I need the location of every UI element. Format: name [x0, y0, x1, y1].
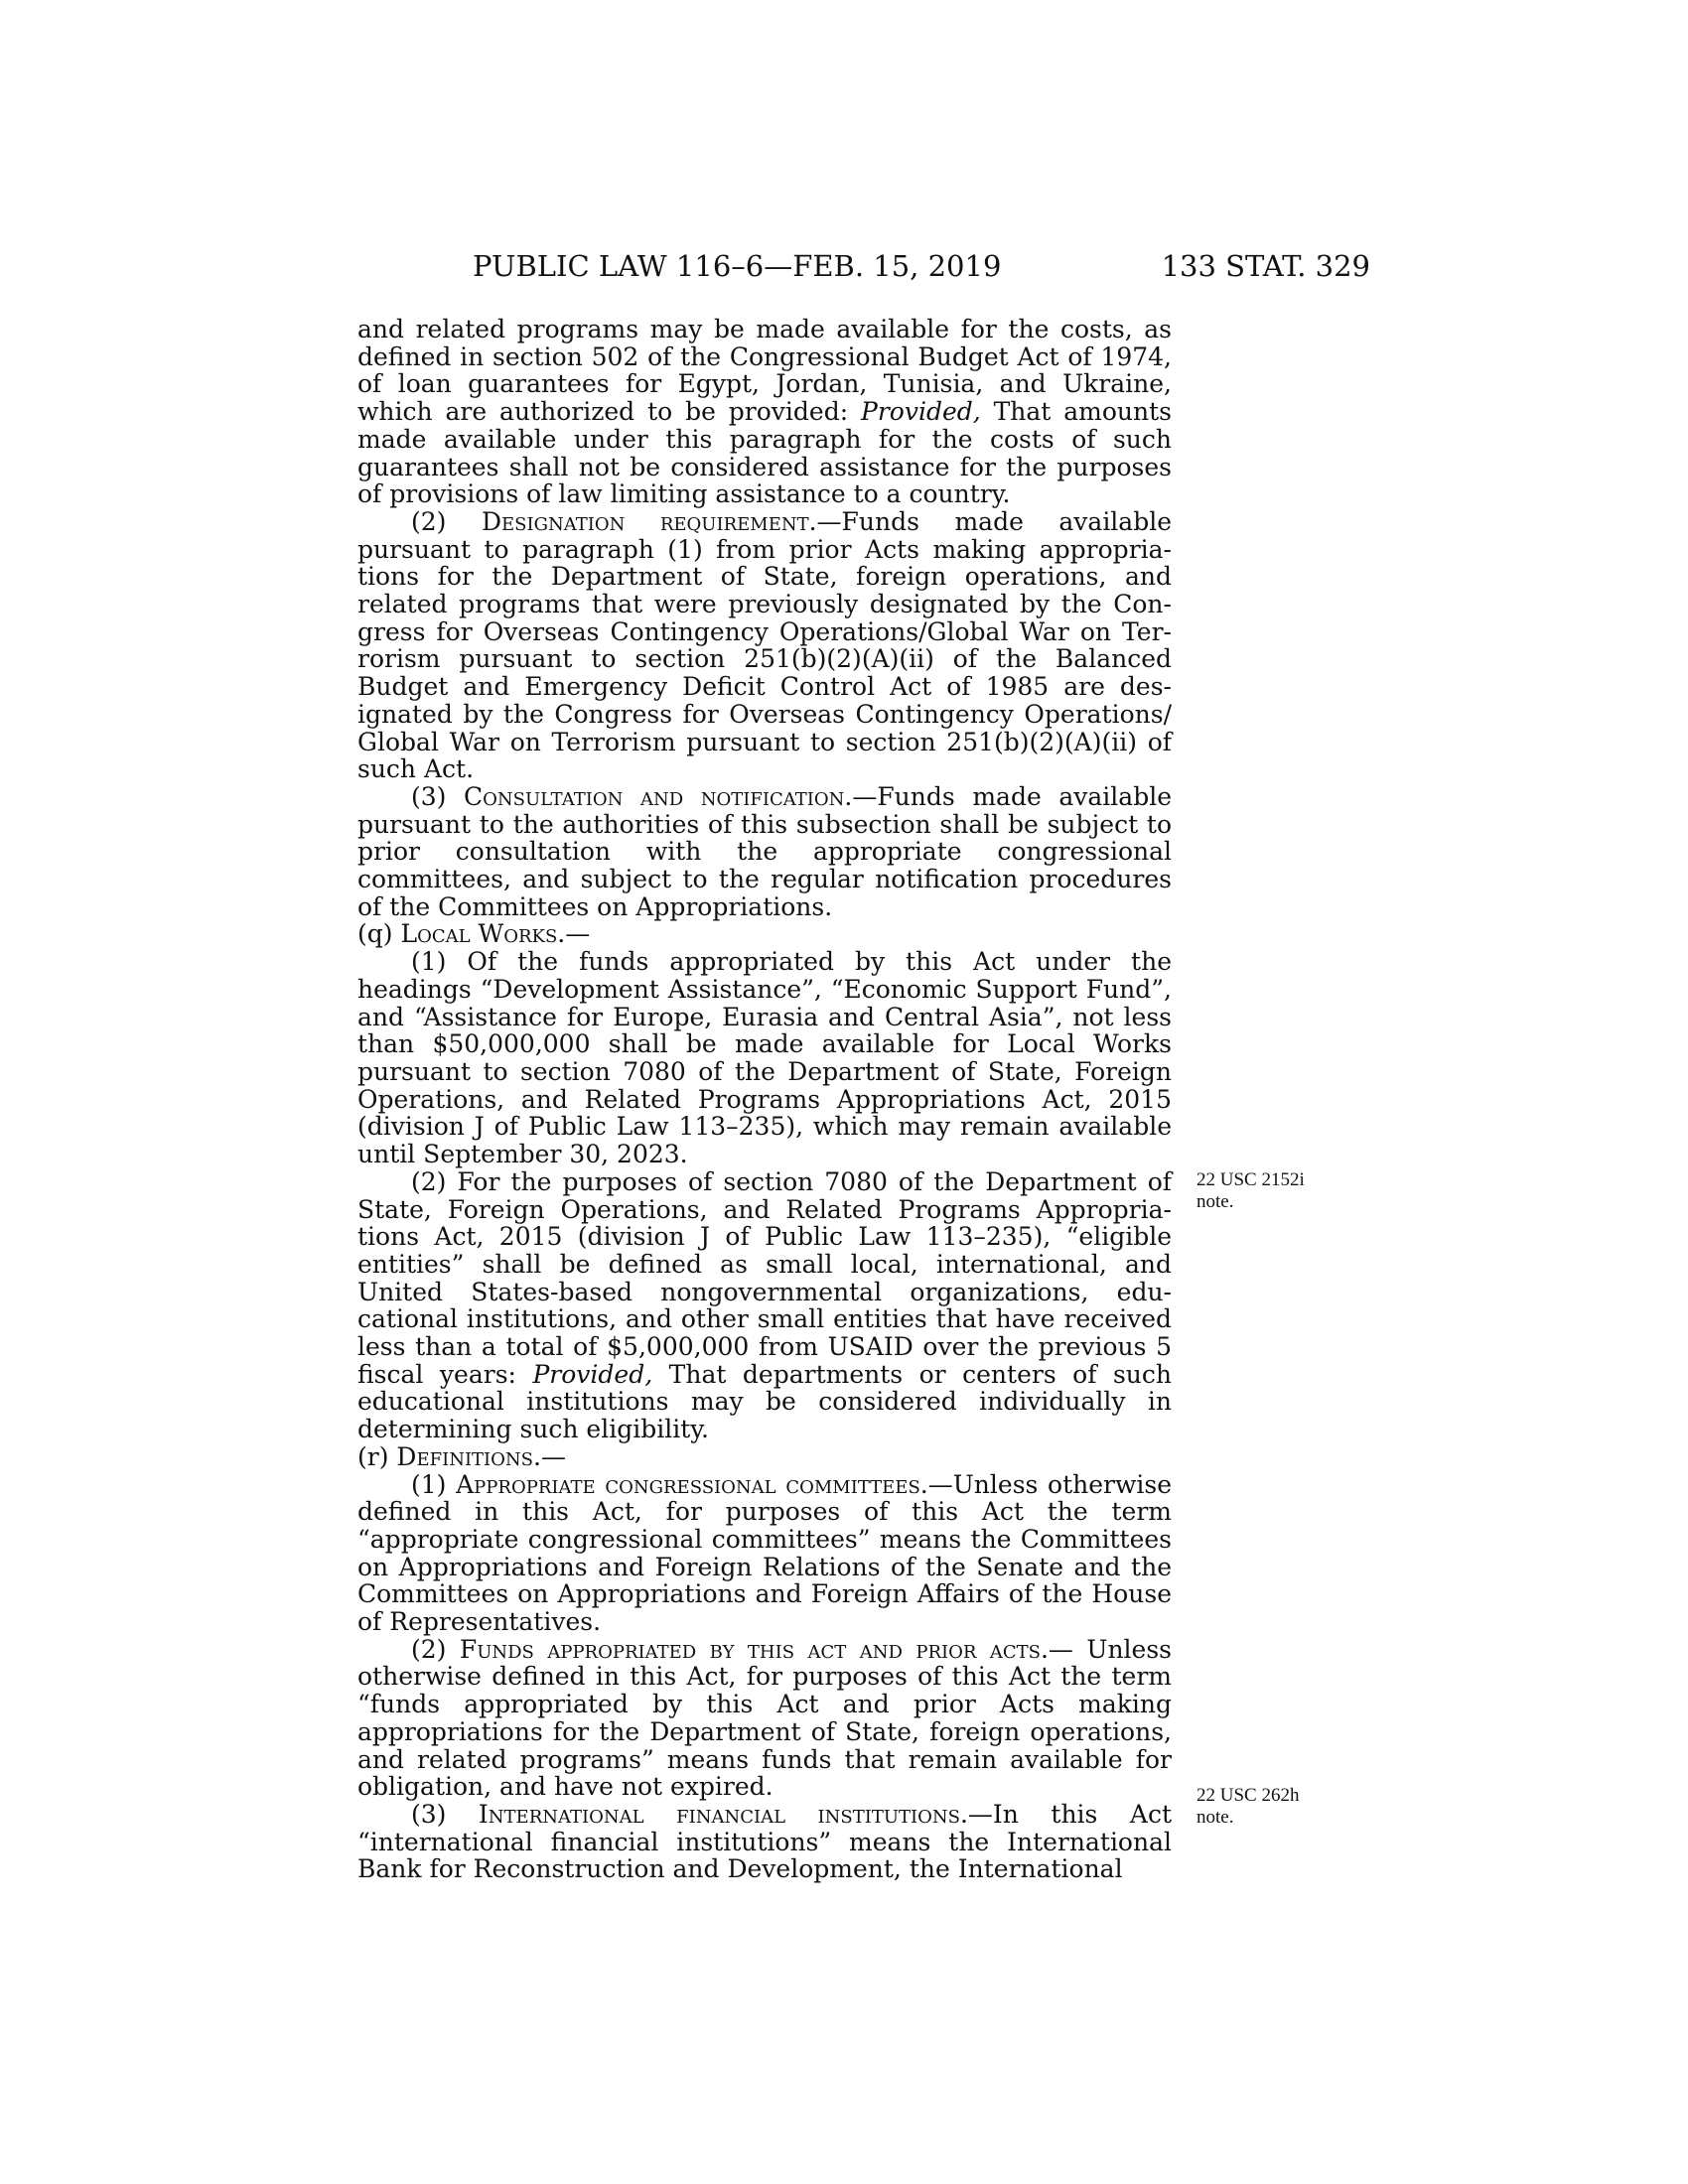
paragraph-def-international-financial-institutions: (3) International financial institutions.—In this Act “international financial institutions” means the International Bank for Reconstruction and Development, the International: [357, 1799, 1172, 1884]
paragraph-def-appropriate-committees: (1) Appropriate congressional committees.—Unless otherwise defined in this Act, for purposes of this Act the term “appropriate congressional committees” means the Committees on Appropriations and Foreign Relations of the Senate and the Committees on Appropriations and Foreign Affairs of the House of Representatives.: [357, 1469, 1173, 1637]
body-text: [357, 316, 1172, 1883]
paragraph-local-works-1: (1) Of the funds appropriated by this Act under the headings “Development Assistance”, “Economic Support Fund”, and “Assistance for Europe, Eurasia and Central Asia”, not less than $50,000,000 shall be made available for Local Works pursuant to section 7080 of the Department of State, Foreign Operations, and Related Programs Appropriations Act, 2015 (division J of Public Law 113–235), which may remain available until September 30, 2023.: [357, 947, 1172, 1169]
paragraph-heading: Appropriate congressional committees: [456, 1469, 920, 1499]
paragraph-heading: Funds appropriated by this act and prior acts: [459, 1634, 1041, 1664]
subsection-local-works-heading: (q) Local Works.—: [357, 919, 591, 949]
subsection-heading: Definitions: [396, 1441, 534, 1471]
paragraph-continuation: and related programs may be made available for the costs, as defined in section 502 of the Congressional Budget Act of 1974, of loan guarantees for Egypt, Jordan, Tunisia, and Ukraine, which are authorized to be provided: Provided, That amounts made available under this paragraph for the costs of such guarantees shall not be considered assistance for the purposes of provisions of law limiting assistance to a country.: [357, 315, 1172, 509]
paragraph-designation-requirement: (2) Designation requirement.—Funds made available pursuant to paragraph (1) from prior Acts making appropriations for the Department of State, foreign operations, and related programs that were previously designated by the Congress for Overseas Contingency Operations/Global War on Terrorism pursuant to section 251(b)(2)(A)(ii) of the Balanced Budget and Emergency Deficit Control Act of 1985 are designated by the Congress for Overseas Contingency Operations/ Global War on Terrorism pursuant to section 251(b)(2)(A)(ii) of such Act.: [357, 506, 1173, 784]
margin-note-22-usc-262h: 22 USC 262h note.: [1196, 1785, 1300, 1828]
paragraph-heading: Designation requirement: [481, 506, 809, 536]
paragraph-consultation-notification: (3) Consultation and notification.—Funds made available pursuant to the authorities of this subsection shall be subject to prior consultation with the appropriate congressional committees, and subject to the regular notification procedures of the Committees on Appropriations.: [357, 781, 1172, 921]
paragraph-def-funds-appropriated: (2) Funds appropriated by this act and prior acts.— Unless otherwise defined in this Act, for purposes of this Act the term “funds appropriated by this Act and prior Acts making appropriations for the Department of State, foreign operations, and related programs” means funds that remain available for obligation, and have not expired.: [357, 1634, 1172, 1802]
running-header: [357, 246, 1370, 286]
header-page-number: 133 STAT. 329: [1161, 249, 1370, 283]
paragraph-heading: Consultation and notification: [464, 781, 845, 811]
margin-note-22-usc-2152i: 22 USC 2152i note.: [1196, 1169, 1305, 1212]
paragraph-heading: International financial institutions: [478, 1799, 960, 1829]
header-title: PUBLIC LAW 116–6—FEB. 15, 2019: [473, 249, 1002, 283]
paragraph-local-works-2: (2) For the purposes of section 7080 of the Department of State, Foreign Operations, and Related Programs Appropriations Act, 2015 (division J of Public Law 113–235), “eligible entities” shall be defined as small local, international, and United States-based nongovernmental organizations, educational institutions, and other small entities that have received less than a total of $5,000,000 from USAID over the previous 5 fiscal years: Provided, That departments or centers of such educational institutions may be considered individually in determining such eligibility.: [357, 1166, 1173, 1444]
subsection-heading: Local Works: [400, 919, 558, 949]
subsection-definitions-heading: (r) Definitions.—: [357, 1441, 566, 1471]
